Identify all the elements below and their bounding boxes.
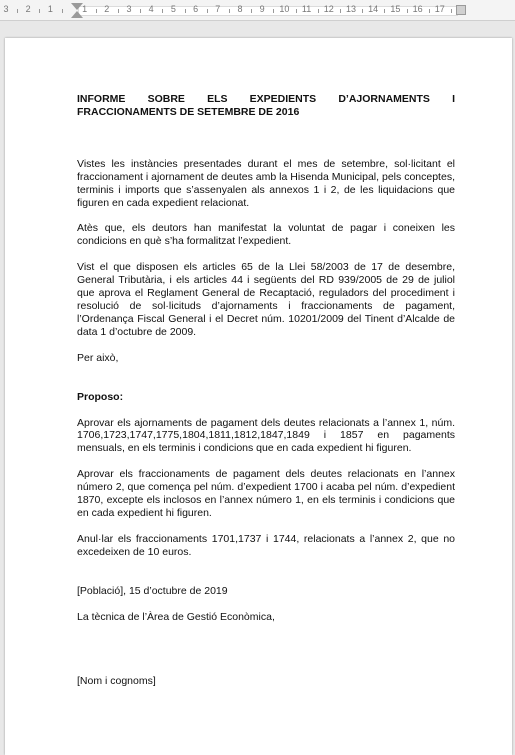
ruler-number: 1	[47, 4, 53, 14]
ruler-tick	[273, 9, 274, 13]
document-page	[5, 38, 512, 755]
paragraph-legal-basis: Vist el que disposen els articles 65 de la Llei 58/2003 de 17 de desembre, General Tributària, i els articles 44 i següents del RD 939/2005 de 29 de juliol que aprova el Reglament General de Recaptació, reguladors del procediment i resolució de sol·licituds d’ajornaments i fraccionaments de pagament, l’Ordenança Fiscal General i el Decret núm. 10201/2009 del Tinent d’Alcalde de data 1 d’octubre de 2009.	[77, 261, 455, 338]
ruler-number: 6	[193, 4, 199, 14]
title-line-1: INFORME SOBRE ELS EXPEDIENTS D’AJORNAMENTS I	[77, 93, 455, 105]
ruler-tick	[429, 9, 430, 13]
ruler-number: 16	[412, 4, 423, 14]
ruler-tick	[407, 9, 408, 13]
ruler-tick	[207, 9, 208, 13]
ruler-number: 10	[279, 4, 290, 14]
heading-proposo: Proposo:	[77, 390, 124, 403]
ruler-tick	[384, 9, 385, 13]
paragraph-approve-installments: Aprovar els fraccionaments de pagament dels deutes relacionats en l’annex número 2, que comença pel núm. d’expedient 1700 i acaba pel núm. d’expedient 1870, excepte els inclosos en l’annex número 1, en els terminis i condicions que en cada expedient hi figuren.	[77, 468, 455, 519]
ruler-number: 14	[368, 4, 379, 14]
right-indent-marker[interactable]	[456, 5, 466, 15]
ruler-number: 7	[215, 4, 221, 14]
ruler-tick	[118, 9, 119, 13]
ruler-tick	[229, 9, 230, 13]
ruler-tick	[17, 9, 18, 13]
ruler-number: 4	[148, 4, 154, 14]
paragraph-cancel-installments: Anul·lar els fraccionaments 1701,1737 i 1744, relacionats a l’annex 2, que no excedeixen de 10 euros.	[77, 532, 455, 558]
place-and-date: [Població], 15 d’octubre de 2019	[77, 584, 228, 597]
ruler-number: 8	[237, 4, 243, 14]
ruler-tick	[251, 9, 252, 13]
signer-role: La tècnica de l’Àrea de Gestió Econòmica,	[77, 610, 275, 623]
ruler-track	[78, 6, 458, 16]
ruler-tick	[185, 9, 186, 13]
signer-name: [Nom i cognoms]	[77, 675, 156, 688]
ruler-tick	[340, 9, 341, 13]
paragraph-instances: Vistes les instàncies presentades durant el mes de setembre, sol·licitant el fraccionament i ajornament de deutes amb la Hisenda Municipal, pels conceptes, terminis i imports que s’assenyalen als annexos 1 i 2, de les liquidacions que figuren en cada expedient relacionat.	[77, 157, 455, 209]
ruler-number: 3	[126, 4, 132, 14]
ruler-number: 1	[82, 4, 88, 14]
ruler-tick	[162, 9, 163, 13]
document-title	[77, 93, 455, 119]
ruler-number: 2	[25, 4, 31, 14]
ruler-number: 3	[3, 4, 9, 14]
paragraph-approve-deferrals: Aprovar els ajornaments de pagament dels deutes relacionats a l’annex 1, núm. 1706,1723,1747,1775,1804,1811,1812,1847,1849 i 1857 en pagaments mensuals, en els terminis i condicions que en cada expedient hi figuren.	[77, 416, 455, 455]
ruler-number: 17	[434, 4, 445, 14]
ruler-tick	[140, 9, 141, 13]
ruler-tick	[296, 9, 297, 13]
ruler-number: 9	[259, 4, 265, 14]
ruler-number: 5	[170, 4, 176, 14]
horizontal-ruler	[0, 0, 515, 21]
paragraph-debtors: Atès que, els deutors han manifestat la voluntat de pagar i coneixen les condicions en què s’ha formalitzat l’expedient.	[77, 222, 455, 248]
document-body	[77, 93, 455, 688]
ruler-tick	[62, 9, 63, 13]
paragraph-per-aixo: Per això,	[77, 351, 119, 364]
ruler-tick	[39, 9, 40, 13]
ruler-number: 11	[301, 4, 312, 14]
ruler-tick	[362, 9, 363, 13]
ruler-tick	[96, 9, 97, 13]
ruler-number: 2	[104, 4, 110, 14]
ruler-number: 12	[323, 4, 334, 14]
ruler-tick	[451, 9, 452, 13]
ruler-number: 13	[345, 4, 357, 14]
title-line-2: FRACCIONAMENTS DE SETEMBRE DE 2016	[77, 105, 300, 118]
ruler-number: 15	[390, 4, 401, 14]
ruler-tick	[318, 9, 319, 13]
